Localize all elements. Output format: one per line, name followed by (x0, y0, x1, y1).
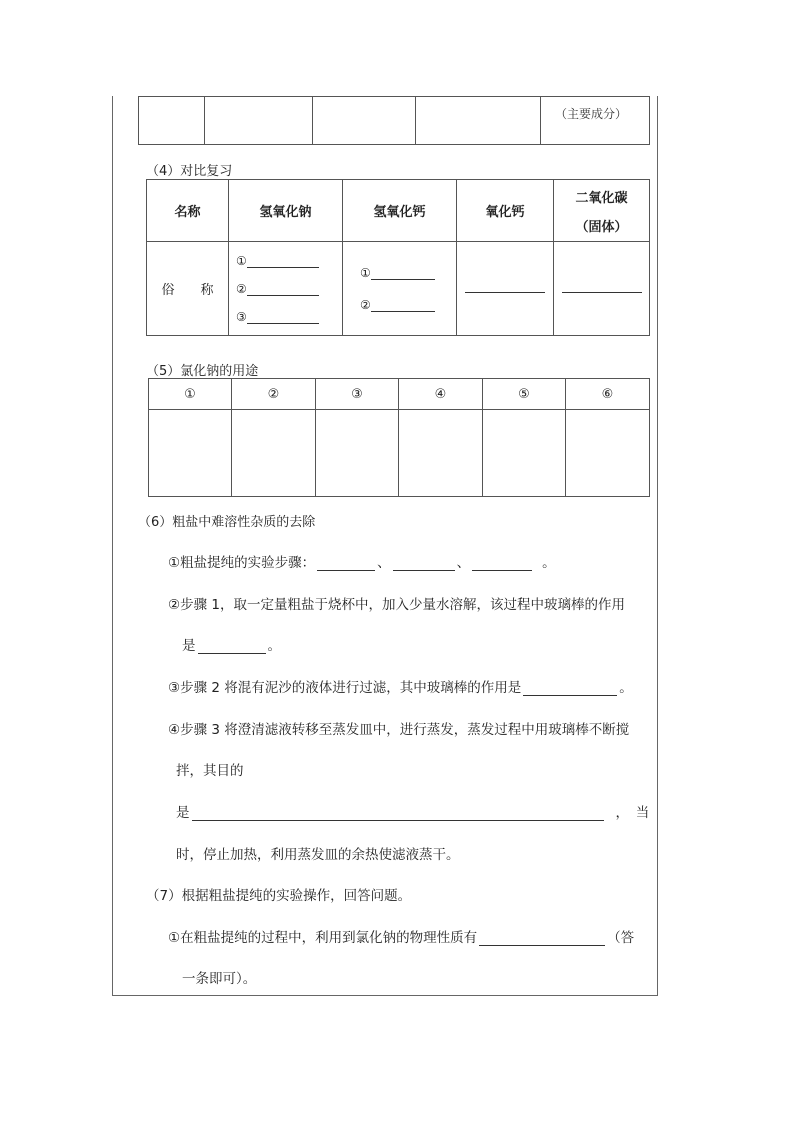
answer-blank[interactable] (247, 283, 319, 296)
question-6-4-line1: ④步骤 3 将澄清滤液转移至蒸发皿中，进行蒸发，蒸发过程中用玻璃棒不断搅 (168, 722, 630, 738)
question-6-2-line2 (182, 634, 281, 654)
answer-blank[interactable] (465, 280, 545, 293)
question-7-1-line1 (168, 926, 634, 946)
section-5-title: （5）氯化钠的用途 (146, 364, 259, 379)
use-header: ① (149, 379, 232, 410)
answer-slot[interactable] (360, 298, 456, 312)
header-cao: 氧化钙 (457, 180, 554, 242)
question-6-4-line4: 时，停止加热，利用蒸发皿的余热使滤液蒸干。 (176, 847, 460, 863)
question-text: 是 (182, 638, 196, 654)
naoh-common-names (229, 242, 343, 336)
use-header: ② (232, 379, 316, 410)
comparison-table (146, 179, 650, 336)
section-7-title: （7）根据粗盐提纯的实验操作，回答问题。 (146, 888, 412, 904)
caoh2-common-names (343, 242, 457, 336)
answer-cell[interactable] (232, 410, 316, 497)
question-text: ③步骤 2 将混有泥沙的液体进行过滤，其中玻璃棒的作用是 (168, 680, 522, 696)
answer-blank[interactable] (198, 639, 266, 654)
use-header: ⑤ (483, 379, 566, 410)
answer-cell[interactable] (316, 410, 399, 497)
question-6-4-line2: 拌，其目的 (176, 763, 244, 779)
question-end: 。 (619, 680, 633, 696)
answer-slot[interactable] (360, 266, 456, 280)
table-header-row (147, 180, 650, 242)
answer-slot[interactable] (236, 282, 342, 296)
table-cell (416, 97, 541, 145)
answer-blank[interactable] (523, 681, 617, 696)
header-naoh: 氢氧化钠 (229, 180, 343, 242)
answer-cell[interactable] (149, 410, 232, 497)
header-caoh2: 氢氧化钙 (343, 180, 457, 242)
question-6-3 (168, 676, 633, 696)
question-end: 。 (542, 555, 556, 571)
row-label-common-name: 俗 称 (147, 242, 229, 336)
answer-blank[interactable] (247, 311, 319, 324)
section-6-title: （6）粗盐中难溶性杂质的去除 (138, 515, 316, 530)
answer-cell[interactable] (483, 410, 566, 497)
question-6-1 (168, 551, 556, 571)
use-header: ③ (316, 379, 399, 410)
table-cell (139, 97, 205, 145)
table-cell (205, 97, 313, 145)
answer-blank[interactable] (317, 556, 375, 571)
answer-blank[interactable] (393, 556, 455, 571)
question-text: ①在粗盐提纯的过程中，利用到氯化钠的物理性质有 (168, 930, 478, 946)
header-co2-line2: （固体） (575, 219, 628, 235)
table-row (147, 242, 650, 336)
use-header: ⑥ (566, 379, 650, 410)
slot-number: ② (360, 297, 371, 312)
uses-table (148, 378, 650, 497)
slot-number: ③ (236, 309, 247, 324)
question-7-1-line2: 一条即可）。 (182, 971, 257, 987)
section-4-title: （4）对比复习 (146, 164, 233, 179)
header-co2 (554, 180, 650, 242)
answer-cell[interactable] (399, 410, 483, 497)
answer-blank[interactable] (562, 280, 642, 293)
slot-number: ② (236, 281, 247, 296)
answer-cell[interactable] (566, 410, 650, 497)
question-6-4-line3 (176, 801, 649, 821)
header-name: 名称 (147, 180, 229, 242)
table-header-row (149, 379, 650, 410)
separator: 、 (377, 555, 391, 571)
top-partial-table (138, 96, 650, 145)
table-cell (313, 97, 416, 145)
answer-blank[interactable] (371, 299, 435, 312)
question-text: ①粗盐提纯的实验步骤： (168, 555, 316, 571)
separator: 、 (456, 555, 471, 571)
question-end: 。 (267, 638, 281, 654)
question-text: （答 (607, 930, 635, 946)
answer-blank[interactable] (247, 255, 319, 268)
slot-number: ① (360, 265, 371, 280)
answer-blank[interactable] (479, 931, 605, 946)
answer-blank[interactable] (192, 806, 604, 821)
main-component-note: （主要成分） (541, 97, 650, 145)
slot-number: ① (236, 253, 247, 268)
answer-slot[interactable] (236, 310, 342, 324)
question-text: ， 当 (615, 805, 650, 821)
table-row (139, 97, 650, 145)
table-row (149, 410, 650, 497)
question-6-2-line1: ②步骤 1，取一定量粗盐于烧杯中，加入少量水溶解，该过程中玻璃棒的作用 (168, 597, 625, 613)
answer-blank[interactable] (472, 556, 532, 571)
cao-common-name (457, 242, 554, 336)
use-header: ④ (399, 379, 483, 410)
co2-common-name (554, 242, 650, 336)
answer-slot[interactable] (236, 254, 342, 268)
question-text: 是 (176, 805, 190, 821)
header-co2-line1: 二氧化碳 (575, 190, 628, 206)
answer-blank[interactable] (371, 267, 435, 280)
